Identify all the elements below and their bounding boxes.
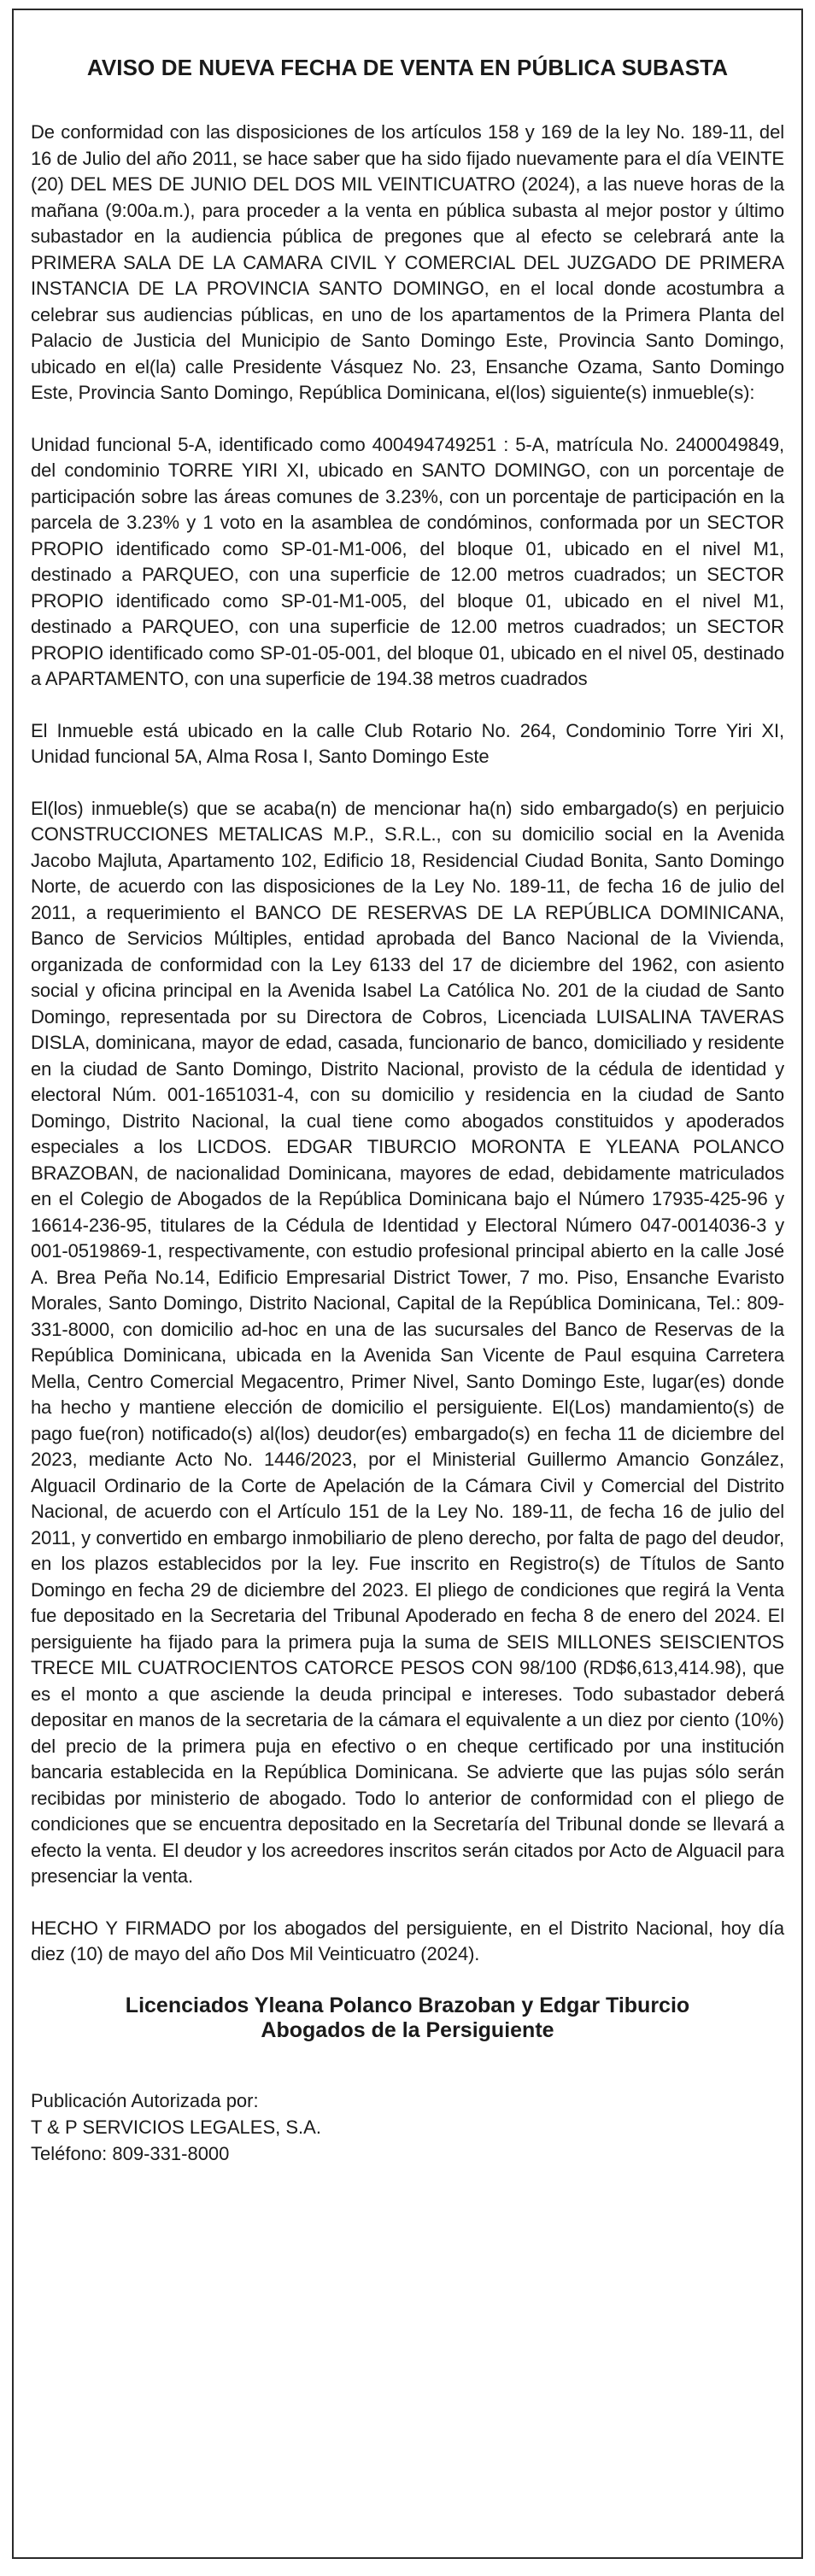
- paragraph-signed: HECHO Y FIRMADO por los abogados del persiguiente, en el Distrito Nacional, hoy día diez (10) de mayo del año Dos Mil Veinticuatro (2024).: [31, 1917, 784, 1964]
- paragraph-auction-date: De conformidad con las disposiciones de los artículos 158 y 169 de la ley No. 189-11, del 16 de Julio del año 2011, se hace saber que ha sido fijado nuevamente para el día VEINTE (20) DEL MES DE JUNIO DEL DOS MIL VEINTICUATRO (2024), a las nueve horas de la mañana (9:00a.m.), para proceder a la venta en pública subasta al mejor postor y último subastador en la audiencia pública de pregones que al efecto se celebrará ante la PRIMERA SALA DE LA CAMARA CIVIL Y COMERCIAL DEL JUZGADO DE PRIMERA INSTANCIA DE LA PROVINCIA SANTO DOMINGO, en el local donde acostumbra a celebrar sus audiencias públicas, en uno de los apartamentos de la Primera Planta del Palacio de Justicia del Municipio de Santo Domingo Este, Provincia Santo Domingo, ubicado en el(la) calle Presidente Vásquez No. 23, Ensanche Ozama, Santo Domingo Este, Provincia Santo Domingo, República Dominicana, el(los) siguiente(s) inmueble(s):: [31, 121, 784, 403]
- paragraph-property-description: Unidad funcional 5-A, identificado como 400494749251 : 5-A, matrícula No. 2400049849, del condominio TORRE YIRI XI, ubicado en SANTO DOMINGO, con un porcentaje de participación sobre las áreas comunes de 3.23%, con un porcentaje de participación en la parcela de 3.23% y 1 voto en la asamblea de condóminos, conformada por un SECTOR PROPIO identificado como SP-01-M1-006, del bloque 01, ubicado en el nivel M1, destinado a PARQUEO, con una superficie de 12.00 metros cuadrados; un SECTOR PROPIO identificado como SP-01-M1-005, del bloque 01, ubicado en el nivel M1, destinado a PARQUEO, con una superficie de 12.00 metros cuadrados; un SECTOR PROPIO identificado como SP-01-05-001, del bloque 01, ubicado en el nivel 05, destinado a APARTAMENTO, con una superficie de 194.38 metros cuadrados: [31, 433, 784, 689]
- signature-lawyers: Licenciados Yleana Polanco Brazoban y Edgar Tiburcio: [125, 1993, 690, 2017]
- publication-company: T & P SERVICIOS LEGALES, S.A.: [31, 2116, 321, 2138]
- publication-phone: Teléfono: 809-331-8000: [31, 2142, 230, 2164]
- signature-role: Abogados de la Persiguiente: [261, 2017, 554, 2042]
- notice-title: AVISO DE NUEVA FECHA DE VENTA EN PÚBLICA SUBASTA: [86, 55, 729, 80]
- legal-notice: [12, 9, 803, 2559]
- signature-block: [31, 1993, 784, 2043]
- paragraph-seizure-details: El(los) inmueble(s) que se acaba(n) de mencionar ha(n) sido embargado(s) en perjuicio CONSTRUCCIONES METALICAS M.P., S.R.L., con su domicilio social en la Avenida Jacobo Majluta, Apartamento 102, Edificio 18, Residencial Ciudad Bonita, Santo Domingo Norte, de acuerdo con las disposiciones de la Ley No. 189-11, de fecha 16 de julio del 2011, a requerimiento el BANCO DE RESERVAS DE LA REPÚBLICA DOMINICANA, Banco de Servicios Múltiples, entidad aprobada del Banco Nacional de la Vivienda, organizada de conformidad con la Ley 6133 del 17 de diciembre del 1962, con asiento social y oficina principal en la Avenida Isabel La Católica No. 201 de la ciudad de Santo Domingo, representada por su Directora de Cobros, Licenciada LUISALINA TAVERAS DISLA, dominicana, mayor de edad, casada, funcionario de banco, domiciliado y residente en la ciudad de Santo Domingo, Distrito Nacional, provisto de la cédula de identidad y electoral Núm. 001-1651031-4, con su domicilio y residencia en la ciudad de Santo Domingo, Distrito Nacional, la cual tiene como abogados constituidos y apoderados especiales a los LICDOS. EDGAR TIBURCIO MORONTA E YLEANA POLANCO BRAZOBAN, de nacionalidad Dominicana, mayores de edad, debidamente matriculados en el Colegio de Abogados de la República Dominicana bajo el Número 17935-425-96 y 16614-236-95, titulares de la Cédula de Identidad y Electoral Número 047-0014036-3 y 001-0519869-1, respectivamente, con estudio profesional principal abierto en la calle José A. Brea Peña No.14, Edificio Empresarial District Tower, 7 mo. Piso, Ensanche Evaristo Morales, Santo Domingo, Distrito Nacional, Capital de la República Dominicana, Tel.: 809-331-8000, con domicilio ad-hoc en una de las sucursales del Banco de Reservas de la República Dominicana, ubicada en la Avenida San Vicente de Paul esquina Carretera Mella, Centro Comercial Megacentro, Primer Nivel, Santo Domingo Este, lugar(es) donde ha hecho y mantiene elección de domicilio el persiguiente. El(Los) mandamiento(s) de pago fue(ron) notificado(s) al(los) deudor(es) embargado(s) en fecha 11 de diciembre del 2023, mediante Acto No. 1446/2023, por el Ministerial Guillermo Amancio González, Alguacil Ordinario de la Corte de Apelación de la Cámara Civil y Comercial del Distrito Nacional, de acuerdo con el Artículo 151 de la Ley No. 189-11, de fecha 16 de julio del 2011, y convertido en embargo inmobiliario de pleno derecho, por falta de pago del deudor, en los plazos establecidos por la ley. Fue inscrito en Registro(s) de Títulos de Santo Domingo en fecha 29 de diciembre del 2023. El pliego de condiciones que regirá la Venta fue depositado en la Secretaria del Tribunal Apoderado en fecha 8 de enero del 2024. El persiguiente ha fijado para la primera puja la suma de SEIS MILLONES SEISCIENTOS TRECE MIL CUATROCIENTOS CATORCE PESOS CON 98/100 (RD$6,613,414.98), que es el monto a que asciende la deuda principal e intereses. Todo subastador deberá depositar en manos de la secretaria de la cámara el equivalente a un diez por ciento (10%) del precio de la primera puja en efectivo o en cheque certificado por una institución bancaria establecida en la República Dominicana. Se advierte que las pujas sólo serán recibidas por ministerio de abogado. Todo lo anterior de conformidad con el pliego de condiciones que se encuentra depositado en la Secretaría del Tribunal donde se llevará a efecto la venta. El deudor y los acreedores inscritos serán citados por Acto de Alguacil para presenciar la venta.: [31, 797, 784, 1887]
- publication-label: Publicación Autorizada por:: [31, 2089, 259, 2111]
- publication-info: [31, 2087, 784, 2167]
- paragraph-property-location: El Inmueble está ubicado en la calle Club Rotario No. 264, Condominio Torre Yiri XI, Unidad funcional 5A, Alma Rosa I, Santo Domingo Este: [31, 719, 784, 767]
